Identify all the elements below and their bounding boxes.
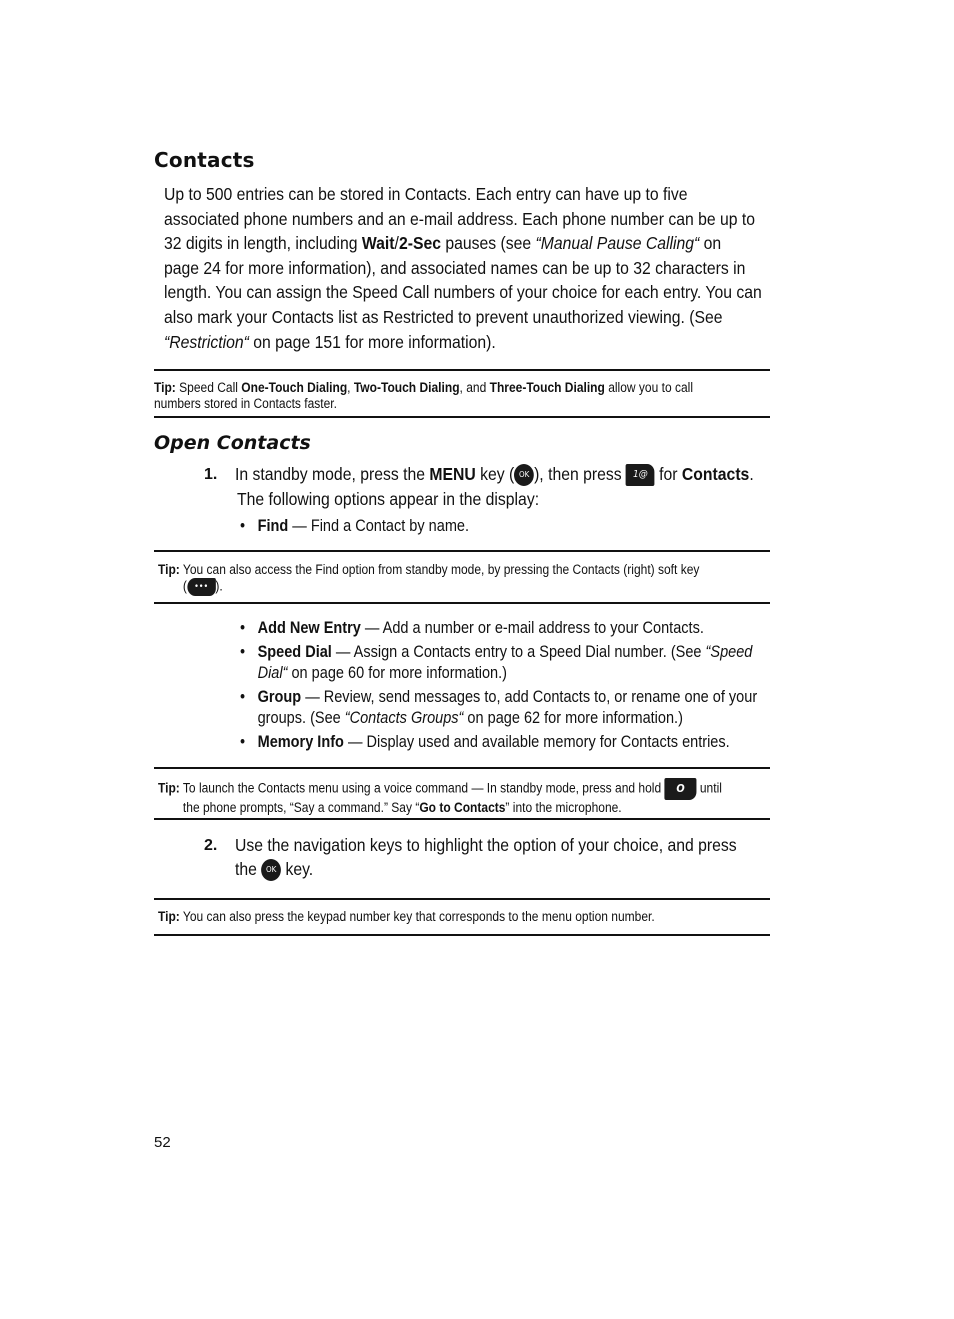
step-number: 2.: [204, 837, 218, 854]
section-title: Contacts: [154, 148, 255, 172]
intro-line: also mark your Contacts list as Restricted to prevent unauthorized viewing. (See: [164, 306, 723, 327]
right-soft-key-icon: •••: [187, 578, 215, 596]
intro-line: length. You can assign the Speed Call numbers of your choice for each entry. You can: [164, 282, 762, 303]
divider: [154, 767, 770, 769]
tip-voice-command: Tip: To launch the Contacts menu using a voice command — In standby mode, press and hold O until the phone prompts, “Say a command.” Say “Go to Contacts” into the microphone.: [158, 778, 772, 816]
divider: [154, 369, 770, 371]
intro-line: associated phone numbers and an e-mail address. Each phone number can be up to: [164, 208, 756, 229]
page-number: 52: [154, 1134, 171, 1151]
step-1-line-1: In standby mode, press the MENU key ( OK ), then press 1@ for Contacts.: [235, 462, 754, 487]
subsection-title: Open Contacts: [154, 432, 311, 454]
divider: [154, 550, 770, 552]
tip-keypad: Tip: You can also press the keypad number key that corresponds to the menu option number.: [158, 909, 655, 924]
key-1-icon: 1@: [626, 464, 655, 486]
divider: [154, 934, 770, 936]
intro-line: Up to 500 entries can be stored in Contacts. Each entry can have up to five: [164, 184, 688, 204]
step-number: 1.: [204, 466, 218, 483]
intro-line: 32 digits in length, including Wait/2-Sec pauses (see “Manual Pause Calling“ on: [164, 233, 722, 254]
divider: [154, 602, 770, 604]
key-0-icon: O: [664, 778, 696, 800]
tip-find: Tip: You can also access the Find option from standby mode, by pressing the Contacts (right) soft key ( ••• ).: [158, 562, 772, 596]
divider: [154, 416, 770, 418]
tip-speed-call: Tip: Speed Call One-Touch Dialing, Two-Touch Dialing, and Three-Touch Dialing allow you to call numbers stored in Contacts faster.: [154, 380, 694, 411]
step-2-line-2: the OK key.: [235, 857, 313, 882]
divider: [154, 818, 770, 820]
manual-page: Contacts Up to 500 entries can be stored in Contacts. Each entry can have up to five associated phone numbers and an e-mail address. Each phone number can be up to 32 digits in length, including Wait/2-Sec pauses (see “Manual Pause Calling“ on page 24 for more information), and associated names can be up to 32 characters in length. You can assign the Speed Call numbers of your choice for each entry. You can also mark your Contacts list as Restricted to prevent unauthorized viewing. (See “Restriction“ on page 151 for more information). Tip: Speed Call One-Touch Dialing, Two-Touch Dialing, and Three-Touch Dialing allow you to call numbers stored in Contacts faster. Open Contacts 1. In standby mode, press the MENU key ( OK ), then press 1@ for Contacts. The following options appear in the display: • Find — Find a Contact by name. Tip: You can also access the Find option from standby mode, by pressing the Contacts (right) soft key ( ••• ). • Add New Entry — Add a number or e-mail address to your Contacts. • Speed Dial — Assign a Contacts entry to a Speed Dial number. (See “Speed Dial“ on page 60 for more information.) • Group — Review, send messages to, add Contacts to, or rename one of your groups. (See “Contacts Groups“ on page 62 for more information.) • Memory Info — Display used and available memory for Contacts entries. Tip: To launch the Contacts menu using a voice command — In standby mode, press and hold O until the phone prompts, “Say a command.” Say “Go to Contacts” into the microphone. 2. Use the navigation keys to highlight the option of your choice, and press the OK key. Tip: You can also press the keypad number key that corresponds to the menu option number. 52: [0, 0, 954, 1319]
ok-key-icon: OK: [514, 464, 534, 486]
step-2-line-1: Use the navigation keys to highlight the option of your choice, and press: [235, 835, 737, 855]
intro-line: “Restriction“ on page 151 for more information).: [164, 331, 496, 352]
ok-key-icon: OK: [261, 859, 281, 881]
intro-line: page 24 for more information), and associated names can be up to 32 characters in: [164, 257, 746, 278]
step-1-line-2: The following options appear in the display:: [237, 489, 540, 509]
intro-paragraph: [164, 182, 774, 354]
divider: [154, 898, 770, 900]
